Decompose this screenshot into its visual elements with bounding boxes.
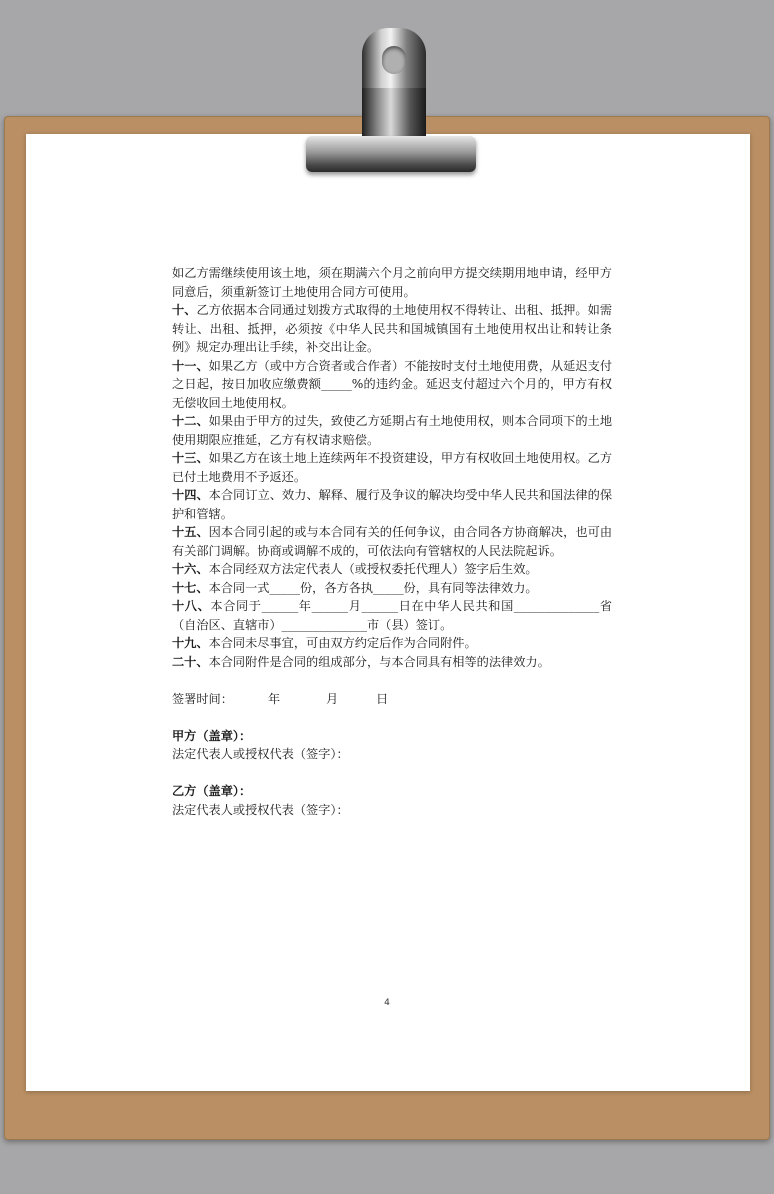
paragraph-continuation: 如乙方需继续使用该土地，须在期满六个月之前向甲方提交续期用地申请，经甲方同意后，须重新签订土地使用合同方可使用。: [172, 266, 612, 299]
sign-day: 日: [376, 691, 389, 706]
clause-11: 十一、如果乙方（或中方合资者或合作者）不能按时支付土地使用费，从延迟支付之日起，按日加收应缴费额_____%的违约金。延迟支付超过六个月的，甲方有权无偿收回土地使用权。: [172, 358, 613, 410]
party-b-rep: 法定代表人或授权代表（签字）：: [172, 802, 349, 817]
clause-14: 十四、本合同订立、效力、解释、履行及争议的解决均受中华人民共和国法律的保护和管辖。: [172, 488, 613, 521]
sign-time-row: [172, 690, 612, 709]
sign-year: 年: [268, 691, 281, 706]
clause-12: 十二、如果由于甲方的过失，致使乙方延期占有土地使用权，则本合同项下的土地使用期限应推延，乙方有权请求赔偿。: [172, 414, 613, 447]
clause-13: 十三、如果乙方在该土地上连续两年不投资建设，甲方有权收回土地使用权。乙方已付土地费用不予返还。: [172, 451, 613, 484]
sign-time-label: 签署时间：: [172, 691, 233, 706]
contract-text: [172, 264, 612, 819]
clause-20: 二十、本合同附件是合同的组成部分，与本合同具有相等的法律效力。: [172, 654, 550, 669]
clause-15: 十五、因本合同引起的或与本合同有关的任何争议，由合同各方协商解决，也可由有关部门调解。协商或调解不成的，可依法向有管辖权的人民法院起诉。: [172, 525, 613, 558]
clause-16: 十六、本合同经双方法定代表人（或授权委托代理人）签字后生效。: [172, 562, 538, 576]
clause-18: 十八、本合同于______年______月______日在中华人民共和国______________省（自治区、直辖市）______________市（县）签订。: [172, 599, 613, 632]
sign-month: 月: [326, 691, 339, 706]
binder-clip-icon: [306, 28, 476, 178]
party-b-title: 乙方（盖章）：: [172, 784, 252, 798]
party-a-title: 甲方（盖章）：: [172, 728, 252, 743]
clause-17: 十七、本合同一式_____份，各方各执_____份，具有同等法律效力。: [172, 580, 538, 595]
page-number: 4: [384, 998, 390, 1008]
clause-19: 十九、本合同未尽事宜，可由双方约定后作为合同附件。: [172, 636, 477, 650]
clause-10: 十、乙方依据本合同通过划拨方式取得的土地使用权不得转让、出租、抵押。如需转让、出租、抵押，必须按《中华人民共和国城镇国有土地使用权出让和转让条例》规定办理出让手续，补交出让金。: [172, 303, 613, 354]
party-a-rep: 法定代表人或授权代表（签字）：: [172, 747, 349, 761]
